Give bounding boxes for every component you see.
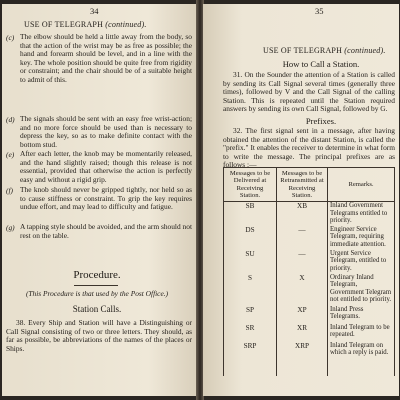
remarks-cell: Ordinary Inland Telegram, Government Telegram not entitled to priority.: [328, 274, 395, 306]
deliver-cell: SRP: [224, 342, 277, 376]
section-title: Procedure.: [73, 269, 121, 281]
retransmit-cell: X: [277, 274, 328, 306]
page-number: 35: [315, 6, 324, 16]
running-head: [24, 20, 147, 29]
running-head: [263, 46, 386, 55]
running-head-note: (continued).: [105, 20, 147, 29]
paragraph-32: 32. The first signal sent in a message, after having obtained the attention of the distant Station, is called the "prefix." It enables the receiver to determine in what form to write the message. The principal prefixes are as follows :—: [223, 126, 395, 170]
subsection-title: Station Calls.: [72, 304, 122, 314]
deliver-cell: S: [224, 274, 277, 306]
divider: [74, 285, 118, 286]
table-row: [224, 324, 395, 342]
deliver-cell: DS: [224, 226, 277, 250]
remarks-cell: Engineer Service Telegram, requiring immediate attention.: [328, 226, 395, 250]
deliver-cell: SU: [224, 250, 277, 274]
list-item: A tapping style should be avoided, and the arm should not rest on the table.: [20, 222, 192, 240]
retransmit-cell: —: [277, 226, 328, 250]
page-number: 34: [90, 6, 99, 16]
right-page: [203, 4, 399, 396]
table-row: [224, 226, 395, 250]
remarks-cell: Inland Press Telegrams.: [328, 306, 395, 324]
heading-prefixes: Prefixes.: [305, 116, 337, 126]
remarks-cell: Inland Telegram on which a reply is paid.: [328, 342, 395, 376]
list-item: The knob should never be gripped tightly, nor held so as to cause stiffness or constraint. To grip the key requires undue effort, and may lead to difficulty and fatigue.: [20, 185, 192, 212]
retransmit-cell: XB: [277, 202, 328, 226]
left-page: [2, 4, 197, 396]
remarks-cell: Inland Government Telegrams entitled to priority.: [328, 202, 395, 226]
table-row: [224, 306, 395, 324]
retransmit-cell: XR: [277, 324, 328, 342]
table-row: [224, 342, 395, 376]
paragraph-31: 31. On the Sounder the attention of a Station is called by sending its Call Signal several times (generally three times), followed by V and the Call Signal of the calling Station. This is repeated until the Station required answers by sending its own Call Signal, followed by G.: [223, 70, 395, 114]
heading-call: How to Call a Station.: [282, 59, 360, 69]
retransmit-cell: XP: [277, 306, 328, 324]
paragraph-38: 38. Every Ship and Station will have a Distinguishing or Call Signal consisting of two or three letters. They should, as far as possible, be abbreviations of the names of the places or Ships.: [6, 318, 192, 353]
prefix-table: [223, 167, 395, 376]
section-note: (This Procedure is that used by the Post Office.): [25, 289, 169, 298]
column-header: Messages to be Retransmitted at Receiving Station.: [277, 168, 328, 202]
table-row: [224, 202, 395, 226]
running-head-title: USE OF TELEGRAPH: [24, 20, 104, 29]
list-item: The elbow should be held a little away from the body, so that the action of the wrist may be as free as possible; the hand and forearm should be level, and in a line with the key. The whole position should be quite free from rigidity or constraint; and the chair should be of a suitable height to admit of this.: [20, 32, 192, 84]
table-row: [224, 274, 395, 306]
table-row: [224, 250, 395, 274]
deliver-cell: SB: [224, 202, 277, 226]
retransmit-cell: XRP: [277, 342, 328, 376]
list-item: The signals should be sent with an easy free wrist-action; and no more force should be used than is necessary to depress the key, so as to make definite contact with the bottom stud.: [20, 114, 192, 149]
item-label: (c): [6, 33, 15, 42]
item-label: (f): [6, 186, 13, 195]
column-header: Remarks.: [328, 168, 395, 202]
remarks-cell: Urgent Service Telegram, entitled to priority.: [328, 250, 395, 274]
remarks-cell: Inland Telegram to be repeated.: [328, 324, 395, 342]
item-label: (e): [6, 150, 15, 159]
item-label: (d): [6, 115, 15, 124]
deliver-cell: SP: [224, 306, 277, 324]
retransmit-cell: —: [277, 250, 328, 274]
list-item: After each letter, the knob may be momentarily released, and the hand slightly raised; though this release is not essential, provided that otherwise the action is perfectly easy and without a rigid grip.: [20, 149, 192, 184]
running-head-title: USE OF TELEGRAPH: [263, 46, 343, 55]
column-header: Messages to be Delivered at Receiving Station.: [224, 168, 277, 202]
running-head-note: (continued).: [344, 46, 386, 55]
deliver-cell: SR: [224, 324, 277, 342]
item-label: (g): [6, 223, 15, 232]
